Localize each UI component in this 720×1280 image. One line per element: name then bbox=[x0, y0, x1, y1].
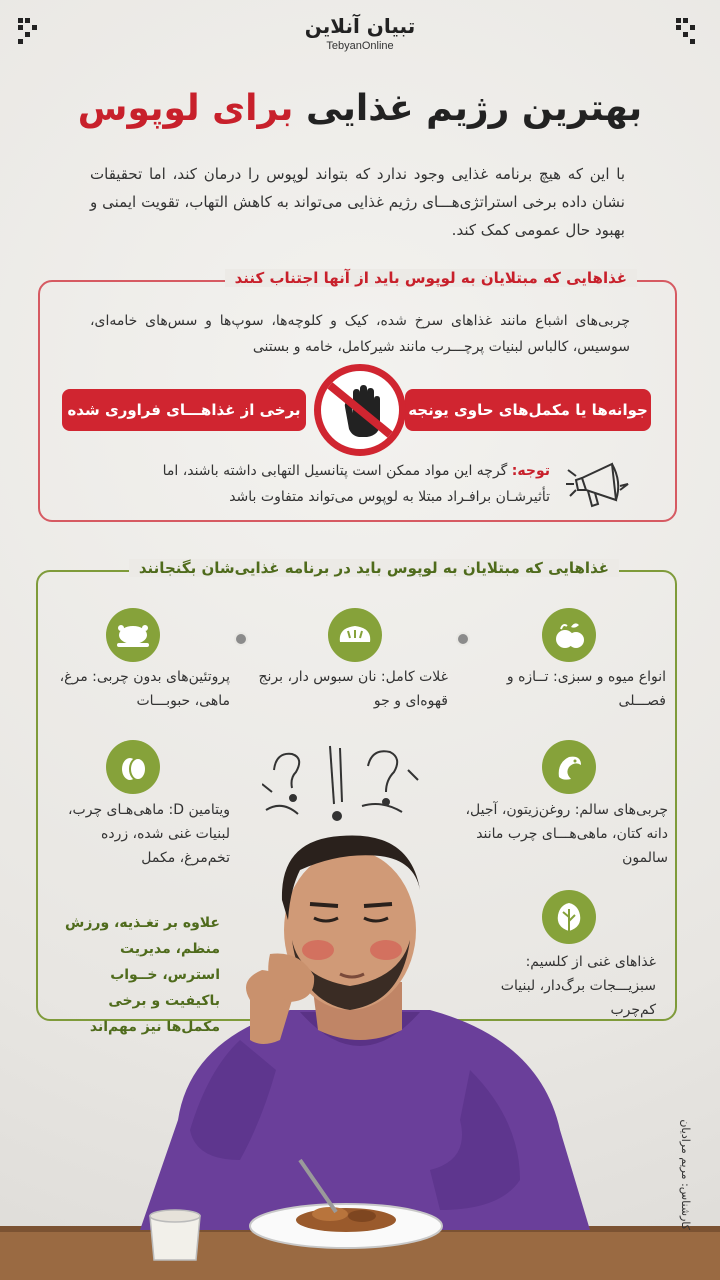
alfalfa-pill: جوانه‌ها یا مکمل‌های حاوی یونجه bbox=[405, 389, 651, 431]
author-credit-text: کارشناس: مریم مرادیان bbox=[679, 1119, 692, 1230]
intro-paragraph: با این که هیچ برنامه غذایی وجود ندارد که بتواند لوپوس را درمان کند، اما تحقیقات نشان داده برخی استراتژی‌هـــای رژیم غذایی می‌تواند به کاهش التهاب، تقویت ایمنی و بهبود حال عمومی کمک کند. bbox=[90, 165, 625, 239]
attention-text: گرچه این مواد ممکن است پتانسیل التهابی داشته باشند، اما تأثیرشـان برافـراد مبتلا به لوپوس می‌تواند متفاوت باشد bbox=[162, 463, 550, 505]
processed-foods-pill: برخی از غذاهـــای فراوری شده bbox=[62, 389, 306, 431]
include-item-fruits: انواع میوه و سبزی: تــازه و فصـــلی bbox=[506, 669, 666, 709]
attention-note bbox=[110, 458, 550, 510]
fruit-vegetable-icon bbox=[542, 608, 596, 662]
include-item-proteins: پروتئین‌های بدون چربی: مرغ، ماهی، حبوبـــات bbox=[59, 669, 230, 709]
saturated-fats-text: چربی‌های اشباع مانند غذاهای سرخ شده، کیک و کلوچه‌ها، سوپ‌ها و سس‌های خامه‌ای، سوسیس، کالباس لبنیات پرچـــرب مانند شیرکامل، خامه و بستنی bbox=[90, 313, 630, 355]
bread-icon bbox=[328, 608, 382, 662]
title-part-highlight: برای لوپوس bbox=[77, 88, 294, 129]
stop-hand-icon bbox=[314, 364, 406, 456]
chicken-icon bbox=[106, 608, 160, 662]
include-item-vitamin-d: ویتامین D: ماهی‌هـای چرب، لبنیات غنی شده، زرده تخم‌مرغ، مکمل bbox=[68, 802, 230, 866]
separator-dot bbox=[234, 632, 248, 646]
logo-persian: تبیان آنلاین bbox=[304, 14, 416, 38]
logo-english: TebyanOnline bbox=[326, 40, 394, 52]
include-item-healthy-fats: چربی‌های سالم: روغن‌زیتون، آجیل، دانه کتان، ماهی‌هـــای چرب مانند سالمون bbox=[465, 802, 668, 866]
site-logo bbox=[0, 14, 720, 52]
attention-label: توجه: bbox=[511, 463, 550, 479]
separator-dot bbox=[456, 632, 470, 646]
include-foods-heading: غذاهایی که مبتلایان به لوپوس باید در برنامه غذایی‌شان بگنجانند bbox=[129, 559, 619, 577]
author-credit bbox=[676, 1080, 696, 1230]
title-part-main: بهترین رژیم غذایی bbox=[293, 88, 643, 129]
avoid-foods-heading: غذاهایی که مبتلایان به لوپوس باید از آنها اجتناب کنند bbox=[225, 269, 637, 287]
page-title bbox=[0, 88, 720, 129]
include-item-grains: غلات کامل: نان سبوس دار، برنج قهوه‌ای و جو bbox=[258, 669, 448, 709]
lifestyle-tip: علاوه بر تغـذیه، ورزش منظم، مدیریت استرس، خــواب باکیفیت و برخی مکمل‌ها نیز مهم‌اند bbox=[65, 915, 220, 1035]
worried-man-illustration bbox=[0, 740, 720, 1280]
include-item-calcium: غذاهای غنی از کلسیم: سبزیـــجات برگ‌دار، لبنیات کم‌چرب bbox=[500, 954, 656, 1018]
megaphone-icon bbox=[562, 456, 636, 516]
